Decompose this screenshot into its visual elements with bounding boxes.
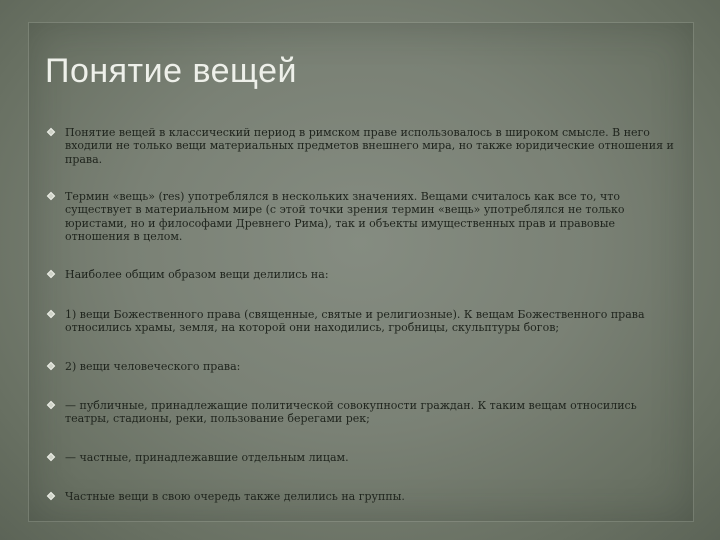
list-item-text: Понятие вещей в классический период в римском праве использовалось в широком смысле. В него входили не только вещи материальных предметов внешнего мира, но также юридические отношения и права. bbox=[65, 126, 674, 166]
list-item-text: Частные вещи в свою очередь также делились на группы. bbox=[65, 490, 405, 503]
bullet-icon bbox=[47, 270, 55, 278]
bullet-icon bbox=[47, 192, 55, 200]
list-item-text: Наиболее общим образом вещи делились на: bbox=[65, 268, 329, 281]
slide-title: Понятие вещей bbox=[45, 52, 298, 90]
list-item-text: 2) вещи человеческого права: bbox=[65, 360, 241, 373]
list-item-text: 1) вещи Божественного права (священные, святые и религиозные). К вещам Божественного права относились храмы, земля, на которой они находились, гробницы, скульптуры богов; bbox=[65, 308, 645, 335]
bullet-icon bbox=[47, 362, 55, 370]
list-item-text: — публичные, принадлежащие политической совокупности граждан. К таким вещам относились театры, стадионы, реки, пользование берегами рек; bbox=[65, 399, 637, 426]
list-item-text: Термин «вещь» (res) употреблялся в нескольких значениях. Вещами считалось как все то, что существует в материальном мире (с этой точки зрения термин «вещь» употреблялся не только юристами, но и философами Древнего Рима), так и объекты имущественных прав и правовые отношения в целом. bbox=[65, 190, 625, 243]
list-item-text: — частные, принадлежавшие отдельным лицам. bbox=[65, 451, 349, 464]
bullet-icon bbox=[47, 128, 55, 136]
bullet-icon bbox=[47, 401, 55, 409]
bullet-icon bbox=[47, 310, 55, 318]
bullet-icon bbox=[47, 492, 55, 500]
bullet-icon bbox=[47, 453, 55, 461]
